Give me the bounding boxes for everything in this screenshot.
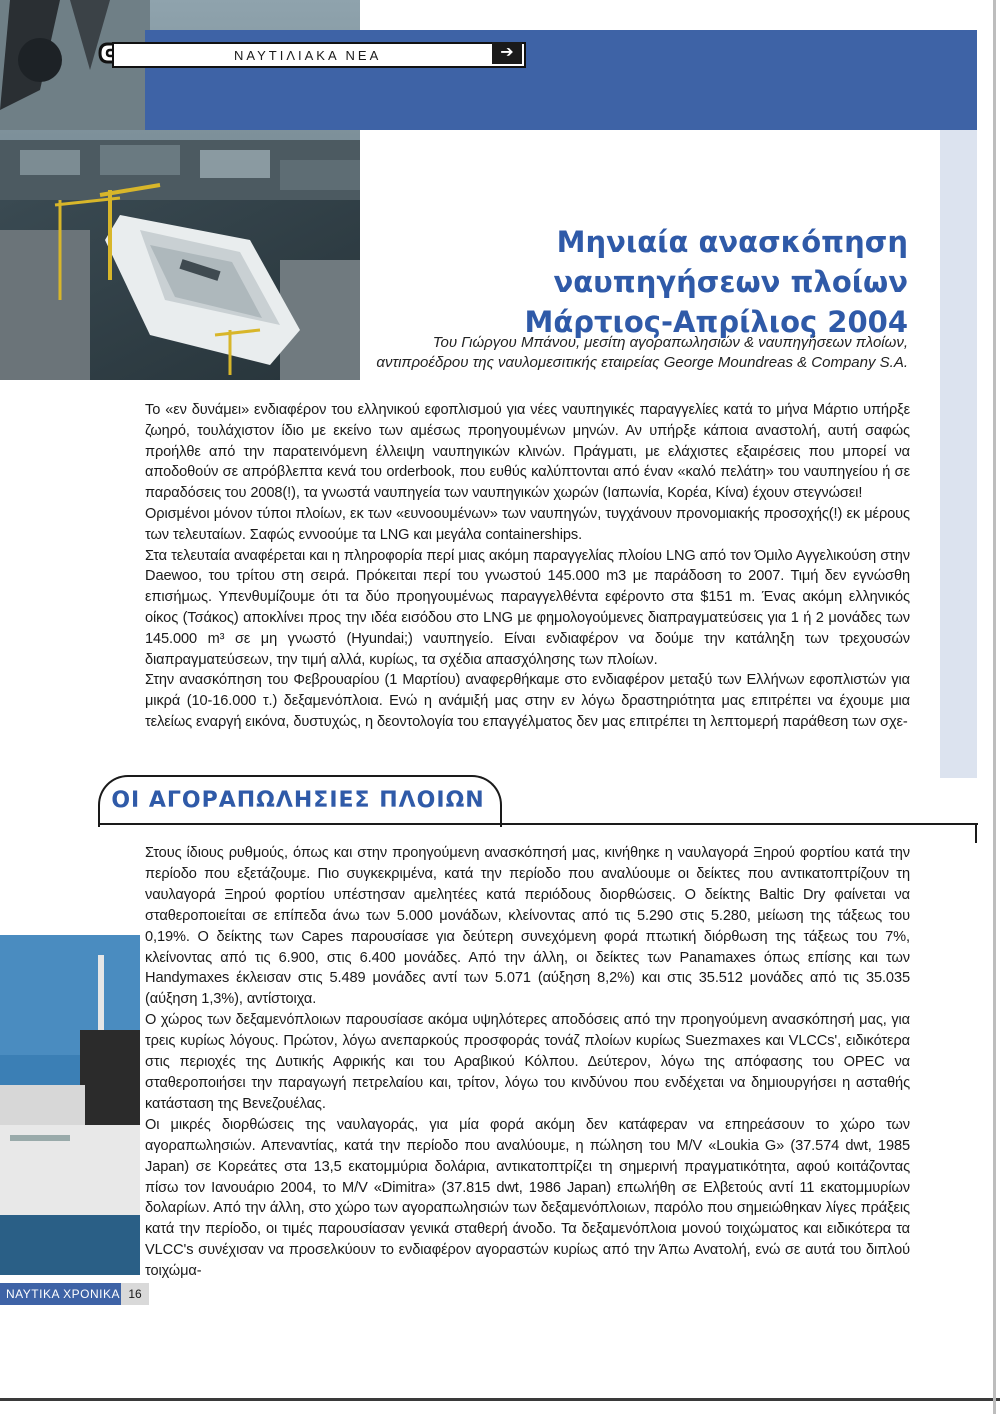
- page-edge: [993, 0, 996, 1414]
- ship-photo: [0, 935, 140, 1275]
- right-band: [940, 130, 977, 778]
- arrow-right-icon: ➔: [492, 42, 522, 64]
- page-number: 16: [121, 1283, 149, 1305]
- section-paragraph: Ο χώρος των δεξαμενόπλοιων παρουσίασε ακόμα υψηλότερες αποδόσεις από την προηγούμενη ανασκόπησή μας, για τρεις κυρίως λόγους. Πρώτον, λόγω ανεπαρκούς προσφοράς τονάζ πλοίων κυρίως Suezmaxes και VLCCs', ειδικότερα στις περιοχές της Δυτικής Αφρικής και του Αραβικού Κόλπου. Δεύτερον, λόγω της απόφασης του OPEC να σταθεροποιήσει την παραγωγή πετρελαίου και, τρίτον, λόγω του κινδύνου που ενδέχεται να δημιουργήσει η ασταθής κατάσταση της Βενεζουέλας.: [145, 1012, 910, 1112]
- section-paragraph: Στους ίδιους ρυθμούς, όπως και στην προηγούμενη ανασκόπησή μας, κινήθηκε η ναυλαγορά Ξηρού φορτίου κατά την περίοδο που εξετάζουμε. Πιο συγκεκριμένα, κατά την περίοδο που αναλύουμε οι δείκτες που αντικατοπτρίζουν τη ναυλαγορά Ξηρού φορτίου υπέστησαν αμελητέες κατά περιόδους διορθώσεις. Ο δείκτης Baltic Dry φαίνεται να σταθεροποιείται σε επίπεδα άνω των 5.000 μονάδων, κλείνοντας από τις 5.290 στις 5.280, μείωση της τάξεως του 0,19%. Ο δείκτης των Capes παρουσίασε για δεύτερη συνεχόμενη φορά πτωτική διόρθωση της τάξεως του 7%, κλείνοντας από τις 6.900, στις 6.400 μονάδες. Από την άλλη, οι δείκτες των Panamaxes όπως επίσης και των Handymaxes έκλεισαν στις 5.489 μονάδες αντί των 5.071 (αύξηση 8,2%) και στις 35.512 μονάδες από τις 35.035 (αύξηση 1,3%), αντίστοιχα.: [145, 845, 910, 1008]
- byline-line1: Του Γιώργου Μπάνου, μεσίτη αγοραπωλησιών & ναυπηγήσεων πλοίων,: [432, 334, 908, 351]
- byline: [360, 333, 908, 373]
- bottom-rule: [0, 1398, 1000, 1401]
- article-paragraph: Στα τελευταία αναφέρεται και η πληροφορία περί μιας ακόμη παραγγελίας πλοίου LNG από τον Όμιλο Αγγελικούση στην Daewoo, του τρίτου στη σειρά. Πρόκειται περί του γνωστού 145.000 m3 με παράδοση το 2007. Τιμή δεν εγνώσθη επισήμως. Υπενθυμίζουμε ότι τα δύο προηγουμένως παραγγελθέντα εφέροντο στα $151 m. Ένας ακόμη ελληνικός οίκος (Τσάκος) αποκλίνει προς την ιδέα εισόδου στο LNG με φημολογούμενες διαπραγματεύσεις για 1 ή 2 μονάδες των 145.000 m³ σε μη γνωστό (Hyundai;) ναυπηγείο. Είναι ενδιαφέρον να δούμε την κατάληξη των τρεχουσών διαπραγματεύσεων, την τιμή αλλά, κυρίως, τα σχέδια απασχόλησης των πλοίων.: [145, 547, 910, 668]
- byline-line2: αντιπροέδρου της ναυλομεσιτικής εταιρείας George Moundreas & Company S.A.: [376, 354, 908, 371]
- article-body: [145, 400, 910, 733]
- article-paragraph: Ορισμένοι μόνον τύποι πλοίων, εκ των «ευνοουμένων» των ναυπηγών, τυγχάνουν προνομιακής προσοχής(!) εκ μέρους των τελευταίων. Σαφώς εννοούμε τα LNG και μεγάλα containerships.: [145, 505, 910, 543]
- article-paragraph: Το «εν δυνάμει» ενδιαφέρον του ελληνικού εφοπλισμού για νέες ναυπηγικές παραγγελίες κατά το μήνα Μάρτιο υπήρξε ζωηρό, τουλάχιστον ίδιο με εκείνο των αμέσως προηγουμένων μηνών. Αν υπήρξε κάποια αναστολή, αυτή σαφώς προήλθε από την παρατεινόμενη έλλειψη ναυπηγικών κλινών. Πράγματι, με ελάχιστες εξαιρέσεις που μπορεί να αποδοθούν σε απρόβλεπτα κενά του orderbook, που ευθύς καλύπτονται από έναν «καλό πελάτη» του ναυπηγείου ή σε παραδόσεις του 2008(!), τα γνωστά ναυπηγεία των ναυπηγικών χωρών (Ιαπωνία, Κορέα, Κίνα) έχουν στεγνώσει!: [145, 402, 910, 502]
- article-paragraph: Στην ανασκόπηση του Φεβρουαρίου (1 Μαρτίου) αναφερθήκαμε στο ενδιαφέρον μεταξύ των Ελλήνων εφοπλιστών για μικρά (10-16.000 τ.) δεξαμενόπλοια. Ενώ η ανάμιξή μας στην εν λόγω δραστηριότητα μας επιτρέπει να έχουμε μια τελείως εναργή εικόνα, δυστυχώς, η δεοντολογία του επαγγέλματος δεν μας επιτρέπει τη λεπτομερή παράθεση των σχε-: [145, 672, 910, 730]
- section-tag: [112, 42, 526, 68]
- magazine-name: ΝΑΥΤΙΚΑ ΧΡΟΝΙΚΑ: [0, 1283, 121, 1305]
- article-title-line2: Μάρτιος-Απρίλιος 2004: [524, 305, 908, 339]
- section-heading: ΟΙ ΑΓΟΡΑΠΩΛΗΣΙΕΣ ΠΛΟΙΩΝ: [111, 788, 485, 813]
- section-paragraph: Οι μικρές διορθώσεις της ναυλαγοράς, για μία φορά ακόμη δεν κατάφεραν να επηρεάσουν το χώρο των αγοραπωλησιών. Απεναντίας, κατά την περίοδο που αναλύουμε, η πώληση του M/V «Loukia G» (37.574 dwt, 1985 Japan) σε Κορεάτες στα 13,5 εκατομμύρια δολάρια, αντικατοπτρίζει τη σημερινή πραγματικότητα, αφού κοιτάζοντας πίσω τον Ιανουάριο 2004, το M/V «Dimitra» (37.815 dwt, 1986 Japan) επωλήθη σε Ελβετούς αντί 11 εκατομμυρίων δολαρίων. Από την άλλη, στο χώρο των αγοραπωλησιών των δεξαμενόπλοιων, παρόλο που σημειώθηκαν λίγες πράξεις κατά την περίοδο, οι τιμές παρουσίασαν γενικά σταθερή άνοδο. Τα δεξαμενόπλοια μονού τοιχώματος και ειδικότερα τα VLCC's συνέχισαν να προσελκύουν το ενδιαφέρον αγοραστών κυρίως από την Άπω Ανατολή, ενώ σε αυτά του διπλού τοιχώμα-: [145, 1116, 910, 1280]
- section-divider: [98, 823, 978, 825]
- article-title-line1: Μηνιαία ανασκόπηση ναυπηγήσεων πλοίων: [553, 225, 908, 299]
- section-body: [145, 843, 910, 1282]
- section-divider-end: [975, 823, 977, 843]
- article-title: [380, 222, 908, 342]
- section-tag-label: ΝΑΥΤΙΛΙΑΚΑ ΝΕΑ: [234, 47, 382, 63]
